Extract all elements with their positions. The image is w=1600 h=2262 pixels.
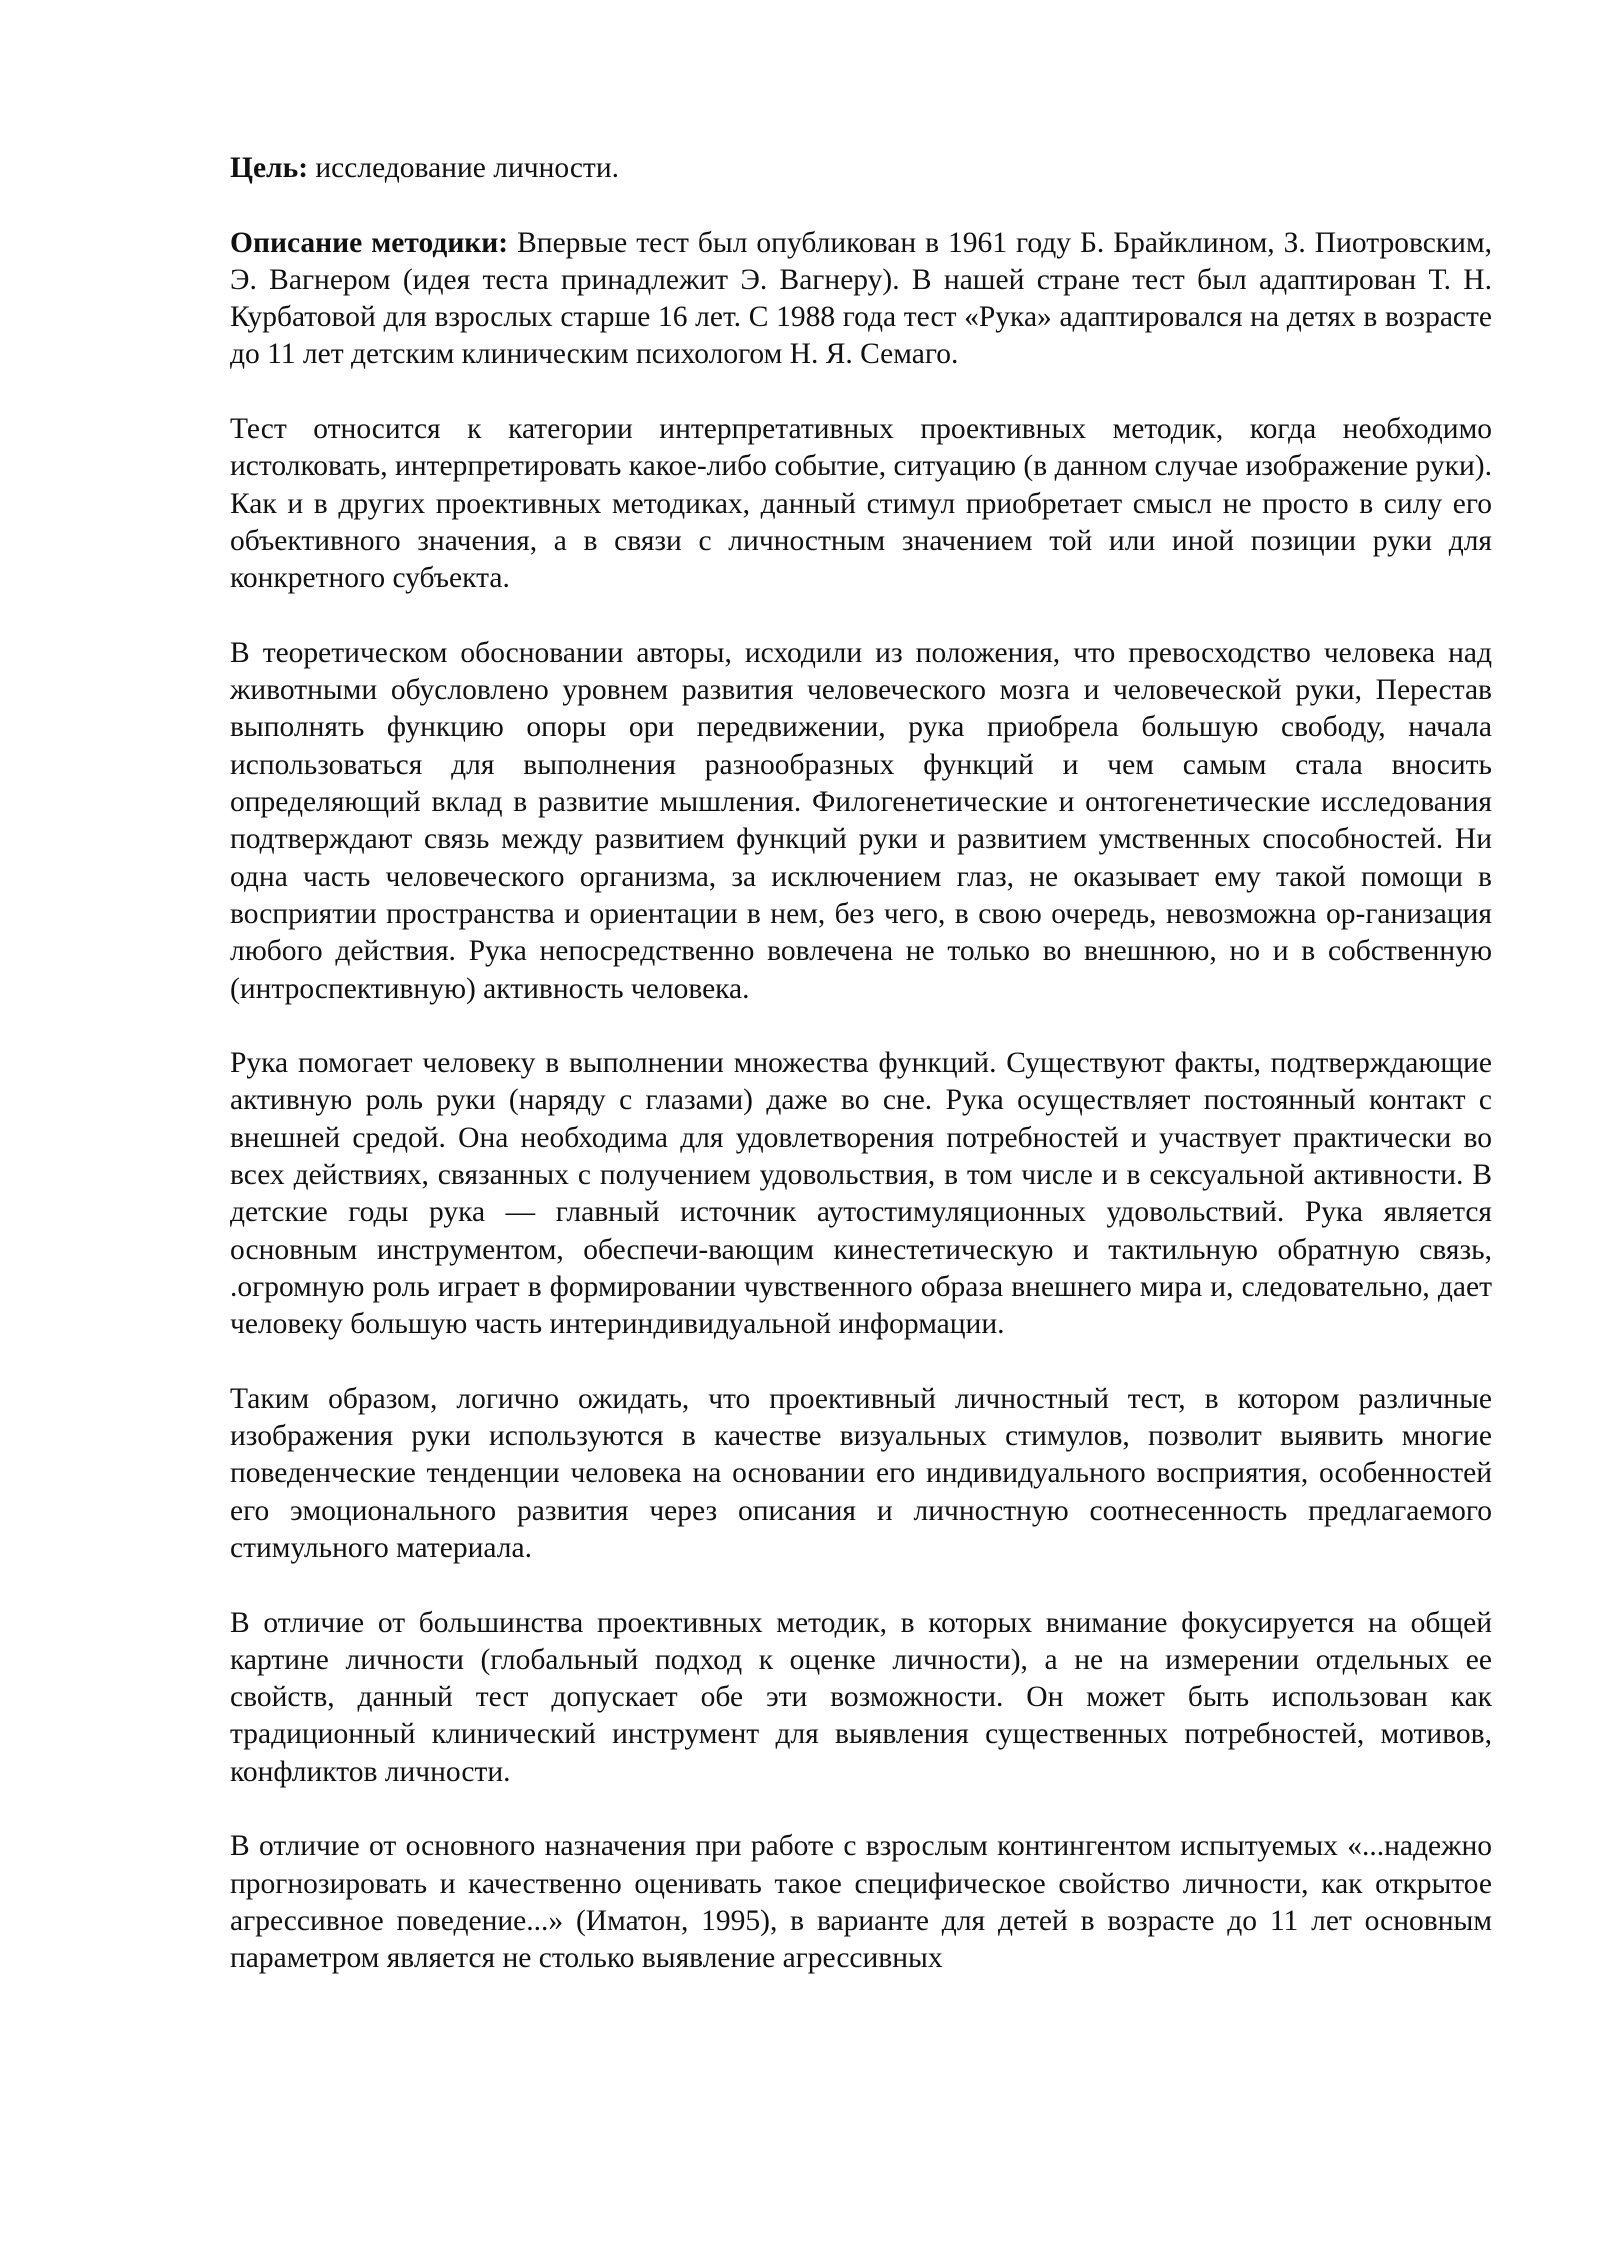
goal-label: Цель:	[230, 152, 309, 184]
goal-paragraph	[230, 150, 1492, 187]
body-paragraph-1: Тест относится к категории интерпретативных проективных методик, когда необходимо истолковать, интерпретировать какое-либо событие, ситуацию (в данном случае изображение руки). Как и в других проективных методиках, данный стимул приобретает смысл не просто в силу его объективного значения, а в связи с личностным значением той или иной позиции руки для конкретного субъекта.	[230, 413, 1492, 595]
body-paragraph-2: В теоретическом обосновании авторы, исходили из положения, что превосходство человека над животными обусловлено уровнем развития человеческого мозга и человеческой руки, Перестав выполнять функцию опоры ори передвижении, рука приобрела большую свободу, начала использоваться для выполнения разнообразных функций и чем самым стала вносить определяющий вклад в развитие мышления. Филогенетические и онтогенетические исследования подтверждают связь между развитием функций руки и развитием умственных способностей. Ни одна часть человеческого организма, за исключением глаз, не оказывает ему такой помощи в восприятии пространства и ориентации в нем, без чего, в свою очередь, невозможна ор-ганизация любого действия. Рука непосредственно вовлечена не только во внешнюю, но и в собственную (интроспективную) активность человека.	[230, 636, 1492, 1005]
description-paragraph	[230, 225, 1492, 374]
body-paragraph-5: В отличие от большинства проективных методик, в которых внимание фокусируется на общей картине личности (глобальный подход к оценке личности), а не на измерении отдельных ее свойств, данный тест допускает обе эти возможности. Он может быть использован как традиционный клинический инструмент для выявления существенных потребностей, мотивов, конфликтов личности.	[230, 1606, 1492, 1788]
body-paragraph-6: В отличие от основного назначения при работе с взрослым контингентом испытуемых «...надежно прогнозировать и качественно оценивать такое специфическое свойство личности, как открытое агрессивное поведение...» (Иматон, 1995), в варианте для детей в возрасте до 11 лет основным параметром является не столько выявление агрессивных	[230, 1830, 1492, 1975]
goal-text: исследование личности.	[308, 152, 619, 184]
description-label: Описание методики:	[230, 226, 509, 259]
body-paragraph-4: Таким образом, логично ожидать, что проективный личностный тест, в котором различные изображения руки используются в качестве визуальных стимулов, позволит выявить многие поведенческие тенденции человека на основании его индивидуального восприятия, особенностей его эмоционального развития через описания и личностную соотнесенность предлагаемого стимульного материала.	[230, 1382, 1492, 1564]
body-paragraph-3: Рука помогает человеку в выполнении множества функций. Существуют факты, подтверждающие активную роль руки (наряду с глазами) даже во сне. Рука осуществляет постоянный контакт с внешней средой. Она необходима для удовлетворения потребностей и участвует практически во всех действиях, связанных с получением удовольствия, в том числе и в сексуальной активности. В детские годы рука — главный источник аутостимуляционных удовольствий. Рука является основным инструментом, обеспечи-вающим кинестетическую и тактильную обратную связь, .огромную роль играет в формировании чувственного образа внешнего мира и, следовательно, дает человеку большую часть интериндивидуальной информации.	[230, 1047, 1492, 1341]
description-text: Впервые тест был опубликован в 1961 году Б. Брайклином, З. Пиотровским, Э. Вагнером (идея теста принадлежит Э. Вагнеру). В нашей стране тест был адаптирован Т. Н. Курбатовой для взрослых старше 16 лет. С 1988 года тест «Рука» адаптировался на детях в возрасте до 11 лет детским клиническим психологом Н. Я. Семаго.	[230, 226, 1492, 371]
document-page	[230, 150, 1492, 1978]
